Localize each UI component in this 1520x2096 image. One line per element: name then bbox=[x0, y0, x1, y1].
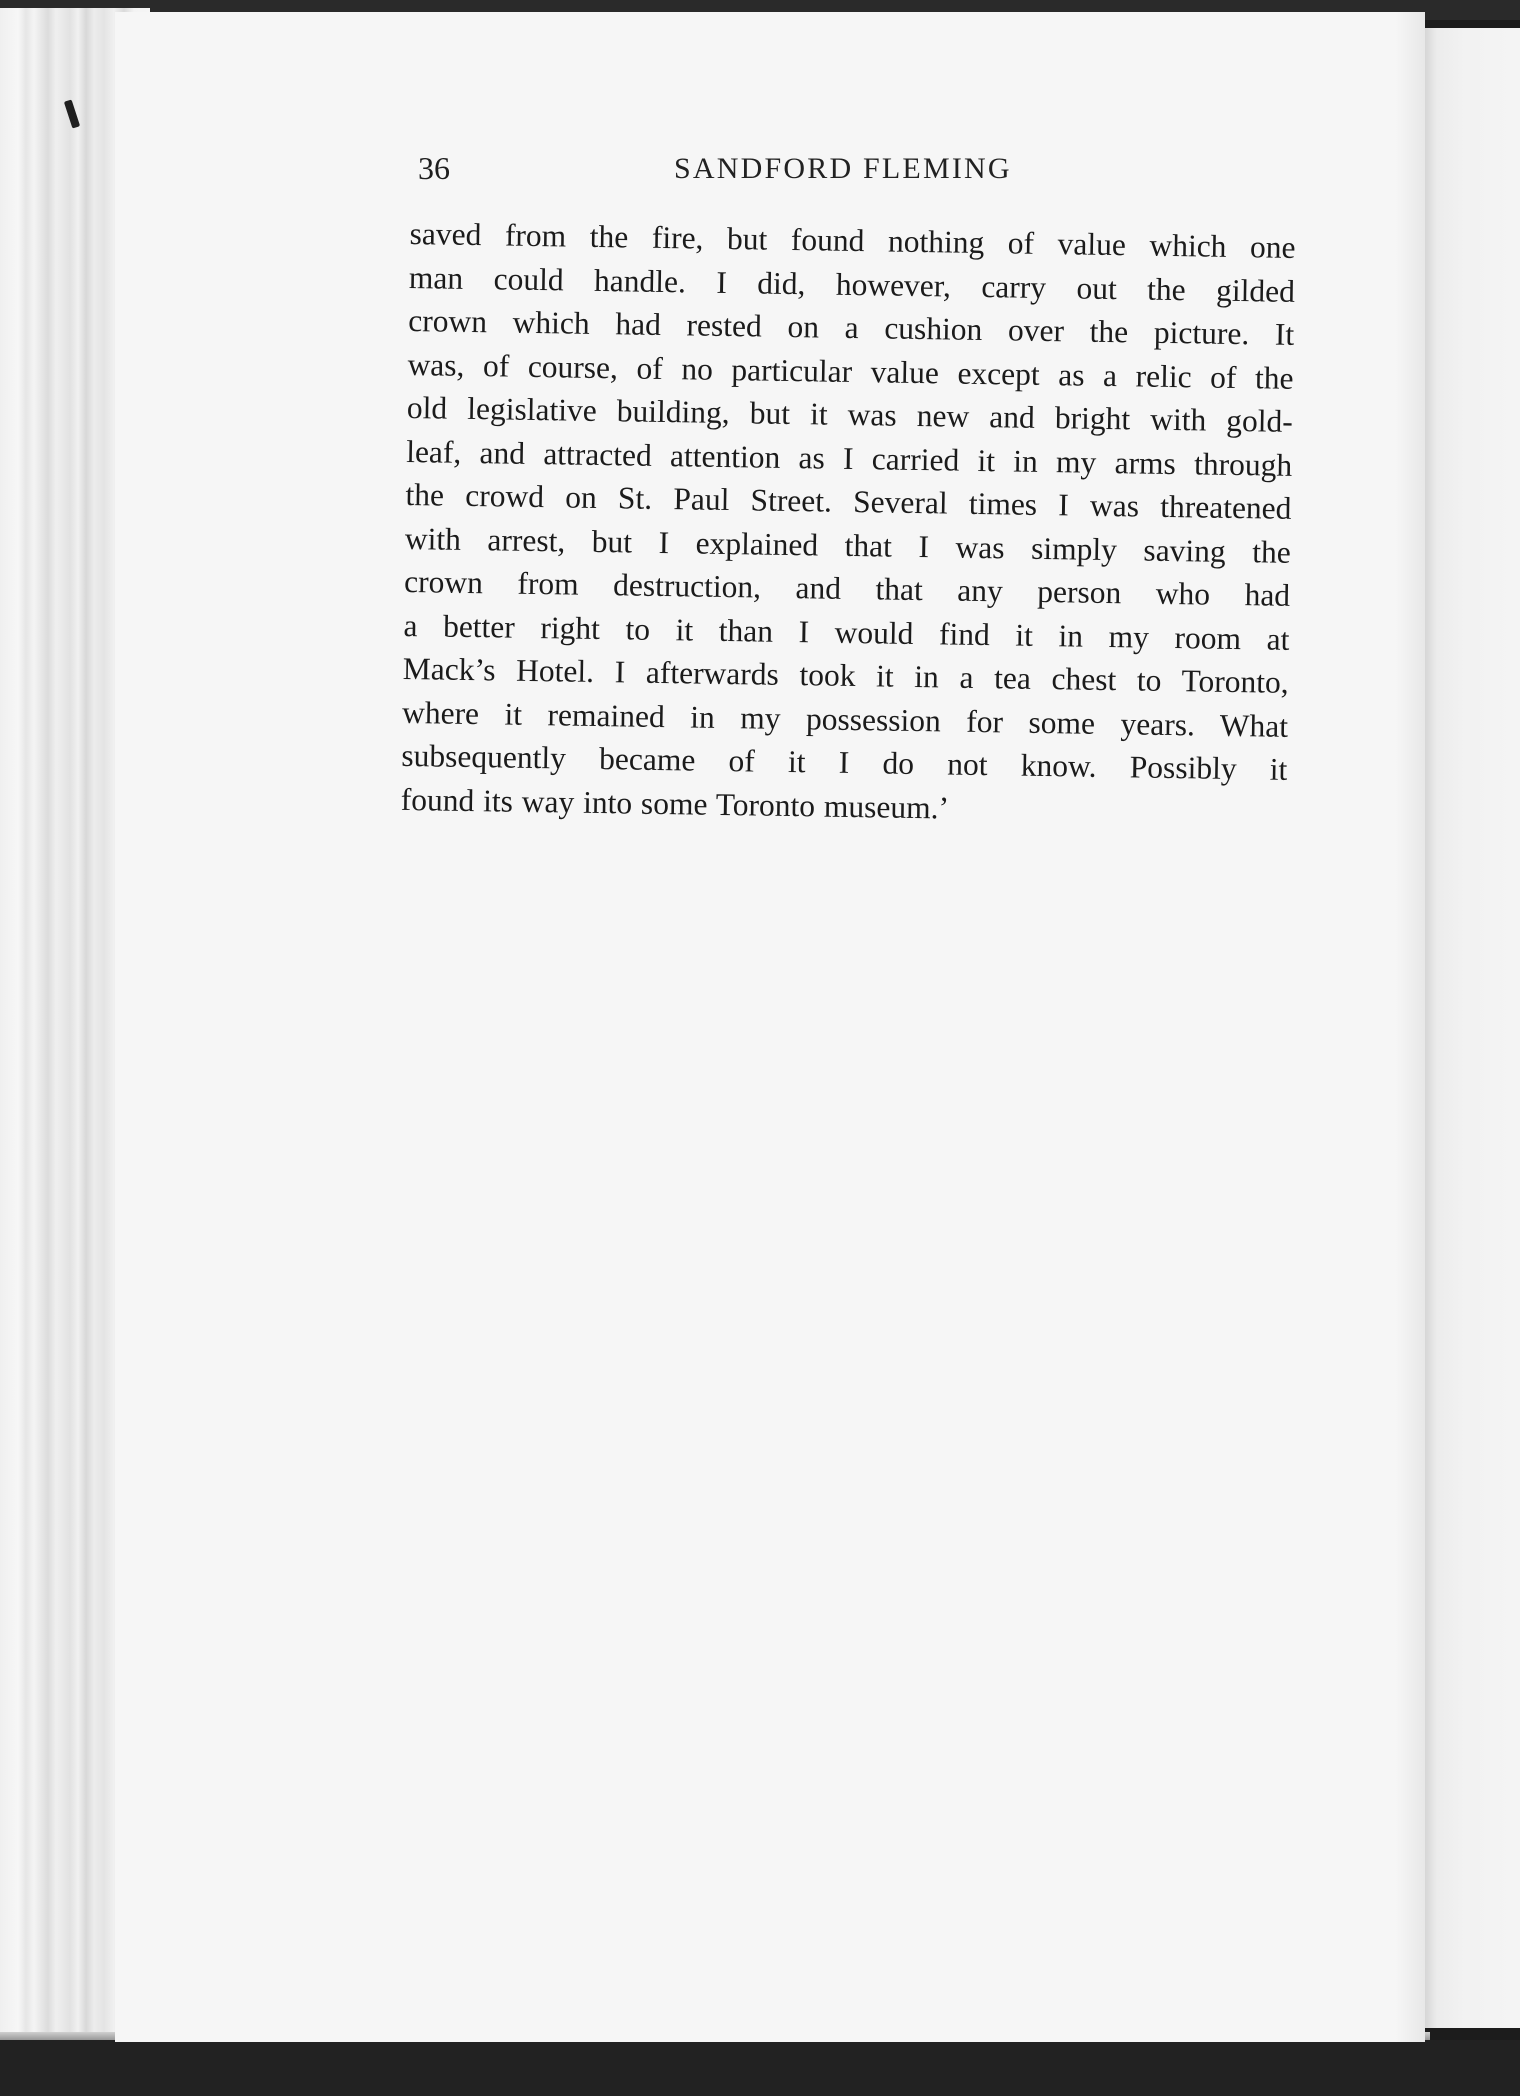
text-line: with arrest, but I explained that I was simply saving the bbox=[404, 520, 1292, 570]
text-line: where it remained in my possession for some years. What bbox=[401, 694, 1289, 744]
text-line: saved from the fire, but found nothing of value which one bbox=[409, 215, 1296, 265]
facing-page-edge bbox=[1425, 28, 1520, 2028]
running-head bbox=[418, 150, 1298, 190]
text-line: subsequently became of it I do not know. Possibly it bbox=[401, 737, 1288, 787]
text-line-last: found its way into some Toronto museum.’ bbox=[400, 781, 950, 826]
page-number: 36 bbox=[418, 150, 450, 186]
text-line: crown which had rested on a cushion over the picture. It bbox=[408, 302, 1295, 352]
scanner-bottom-edge bbox=[0, 2040, 1520, 2096]
page-edge-mark bbox=[64, 99, 80, 128]
running-title: SANDFORD FLEMING bbox=[674, 152, 1012, 185]
text-line: old legislative building, but it was new and bright with gold- bbox=[406, 389, 1294, 439]
text-line: a better right to it than I would find it in my room at bbox=[403, 607, 1290, 657]
body-paragraph bbox=[400, 212, 1295, 835]
text-line: was, of course, of no particular value except as a relic of the bbox=[407, 346, 1294, 396]
text-line: the crowd on St. Paul Street. Several times I was threatened bbox=[405, 476, 1292, 526]
text-line: leaf, and attracted attention as I carried it in my arms through bbox=[405, 433, 1293, 483]
text-line: crown from destruction, and that any person who had bbox=[403, 563, 1291, 613]
text-line: man could handle. I did, however, carry out the gilded bbox=[408, 259, 1296, 309]
text-line: Mack’s Hotel. I afterwards took it in a tea chest to Toronto, bbox=[402, 650, 1289, 700]
